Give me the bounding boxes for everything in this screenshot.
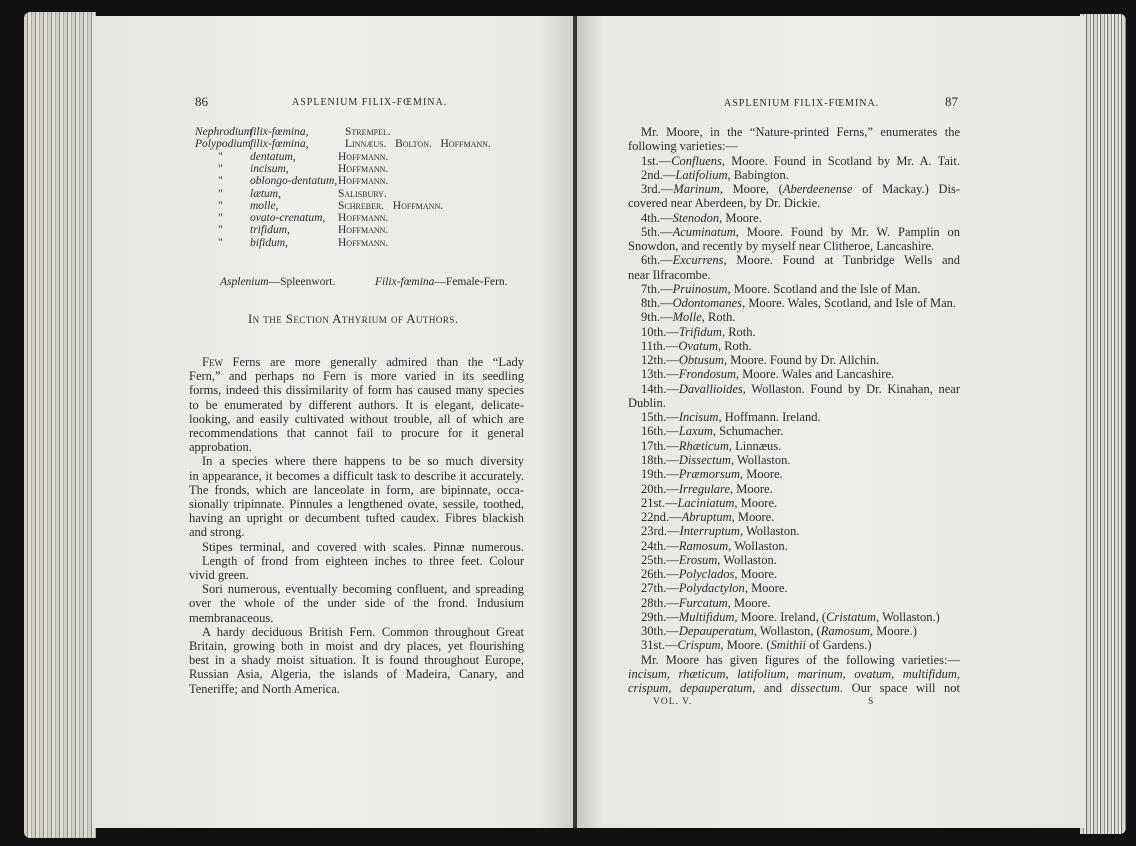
- italic-term: Ramosum: [820, 624, 870, 639]
- italic-term: dissectum: [790, 681, 840, 696]
- text-line: [189, 426, 524, 440]
- synonym-species: filix-fœmina,: [250, 138, 309, 151]
- right-page-edges: [1080, 14, 1126, 834]
- synonym-genus: Polypodium: [195, 138, 251, 151]
- synonym-authors: Hoffmann.: [338, 224, 389, 237]
- text-run: , Moore. Ireland, (: [734, 609, 827, 624]
- text-run: 15th.—: [641, 410, 679, 425]
- running-head-left: ASPLENIUM FILIX-FŒMINA.: [292, 97, 448, 108]
- text-run: , Moore.: [734, 495, 778, 510]
- text-line: [189, 611, 273, 625]
- italic-term: Polyclados: [678, 567, 735, 582]
- page-number-left: 86: [195, 94, 208, 109]
- italic-term: Interruptum: [679, 524, 740, 539]
- text-line: [189, 440, 252, 454]
- text-run: 4th.—: [641, 210, 673, 225]
- italic-term: Molle: [672, 310, 702, 325]
- text-run: 22nd.—: [641, 510, 682, 525]
- text-line: [641, 410, 821, 424]
- ditto-mark: ": [218, 236, 223, 249]
- text-line: [641, 211, 762, 225]
- text-run: , Moore. Found by Mr. W. Pamplin on: [735, 224, 960, 239]
- italic-term: Obtusum: [678, 353, 725, 368]
- text-line: [189, 639, 524, 653]
- text-run: ,: [956, 666, 960, 681]
- text-line: [641, 182, 960, 196]
- text-run: . Our space will not: [839, 681, 960, 696]
- text-line: [641, 296, 956, 310]
- text-run: sionally tripinnate. Pinnules a lengthened ovate, sessile, toothed,: [189, 497, 524, 511]
- italic-term: Acuminatum: [672, 224, 736, 239]
- latin-name: Filix-fœmina: [375, 276, 435, 288]
- ditto-mark: ": [218, 187, 223, 200]
- text-run: , Wollaston.: [717, 552, 777, 567]
- text-run: ,: [725, 666, 738, 681]
- italic-term: depauperatum: [680, 681, 753, 696]
- synonym-authors: Schreber. Hoffmann.: [338, 199, 444, 212]
- text-run: In a species where there happens to be so much diversity: [202, 454, 524, 469]
- italic-term: latifolium: [737, 666, 786, 681]
- text-line: [641, 439, 781, 453]
- text-line: [189, 412, 524, 426]
- italic-term: Ramosum: [678, 538, 729, 553]
- text-run: 20th.—: [641, 481, 679, 496]
- book-spine: [573, 16, 577, 828]
- ditto-mark: ": [218, 150, 223, 163]
- text-run: 10th.—: [641, 324, 679, 339]
- text-run: 21st.—: [641, 495, 678, 510]
- italic-term: Odontomanes: [672, 296, 743, 311]
- text-run: , Wollaston, (: [753, 624, 821, 639]
- text-run: , Wollaston. Found by Dr. Kinahan, near: [742, 381, 960, 396]
- text-line: [641, 553, 777, 567]
- text-run: , Schumacher.: [712, 424, 784, 439]
- text-run: 8th.—: [641, 296, 673, 311]
- synonym-authors: Hoffmann.: [338, 236, 389, 249]
- italic-term: Incisum: [678, 410, 719, 425]
- synonym-authors: Salisbury.: [338, 187, 387, 200]
- text-line: [641, 168, 789, 182]
- page-number-right: 87: [945, 94, 958, 109]
- text-run: , Roth.: [717, 338, 752, 353]
- text-run: , Moore. Wales and Lancashire.: [736, 367, 895, 382]
- text-run: Few: [202, 355, 223, 369]
- italic-term: Confluens: [671, 153, 722, 168]
- text-line: [641, 467, 783, 481]
- text-run: , Moore. Found at Tunbridge Wells and: [723, 253, 960, 268]
- italic-term: Cristatum: [826, 609, 877, 624]
- synonym-authors: Hoffmann.: [338, 175, 389, 188]
- italic-term: Trifidum: [678, 324, 722, 339]
- text-line: [202, 540, 524, 554]
- text-run: and strong.: [189, 525, 245, 540]
- text-line: [641, 353, 879, 367]
- text-run: following varieties:—: [628, 139, 739, 154]
- text-line: [641, 424, 783, 438]
- text-line: [189, 383, 524, 397]
- synonym-authors: Hoffmann.: [338, 162, 389, 175]
- latin-name: Asplenium: [220, 276, 269, 288]
- italic-term: Pruinosum: [672, 281, 728, 296]
- text-run: The fronds, which are lanceolate in form, are bipinnate, occa-: [189, 482, 524, 497]
- italic-term: Aberdeenense: [782, 182, 853, 197]
- text-line: [189, 398, 524, 412]
- italic-term: Præmorsum: [678, 467, 740, 482]
- text-run: forms, indeed this dissimilarity of form has caused many species: [189, 383, 524, 398]
- text-line: [189, 369, 524, 383]
- text-run: 27th.—: [641, 581, 679, 596]
- text-line: [641, 482, 773, 496]
- text-run: recommendations that cannot fail to procure for it general: [189, 426, 524, 440]
- section-heading: In the Section Athyrium of Authors.: [248, 312, 459, 326]
- text-line: [641, 510, 774, 524]
- italic-term: Erosum: [678, 552, 718, 567]
- text-run: , Babington.: [727, 167, 789, 182]
- ditto-mark: ": [218, 224, 223, 237]
- text-run: 24th.—: [641, 538, 679, 553]
- italic-term: Irregulare: [678, 481, 731, 496]
- text-run: 5th.—: [641, 224, 673, 239]
- text-run: 9th.—: [641, 310, 673, 325]
- italic-term: multifidum: [902, 666, 957, 681]
- text-run: , Moore. Scotland and the Isle of Man.: [727, 281, 921, 296]
- text-line: [641, 253, 960, 267]
- english-name: —Female-Fern.: [434, 276, 508, 288]
- text-line: [641, 581, 788, 595]
- text-line: [628, 139, 738, 153]
- text-line: [641, 638, 872, 652]
- text-run: , Moore. Found by Dr. Allchin.: [724, 353, 880, 368]
- synonym-authors: Linnæus. Bolton. Hoffmann.: [345, 138, 491, 151]
- text-line: [641, 496, 777, 510]
- text-line: [641, 524, 800, 538]
- synonym-species: lætum,: [250, 187, 281, 200]
- italic-term: incisum: [628, 666, 667, 681]
- text-run: , Roth.: [721, 324, 756, 339]
- text-run: 17th.—: [641, 438, 679, 453]
- italic-term: Crispum: [677, 638, 721, 653]
- text-line: [202, 582, 524, 596]
- italic-term: Abruptum: [681, 510, 732, 525]
- text-run: , Moore.: [744, 581, 788, 596]
- text-run: Fern,” and perhaps no Fern is more varied in its seedling: [189, 369, 524, 384]
- italic-term: rhæticum: [678, 666, 726, 681]
- text-line: [641, 339, 752, 353]
- text-line: [641, 596, 770, 610]
- running-head-right: ASPLENIUM FILIX-FŒMINA.: [724, 98, 880, 109]
- text-line: [641, 382, 960, 396]
- text-run: having an upright or decumbent tufted caudex. Fibres blackish: [189, 511, 524, 526]
- text-line: [189, 682, 340, 696]
- text-line: [189, 525, 245, 539]
- synonym-species: filix-fœmina,: [250, 126, 309, 138]
- text-run: approbation.: [189, 440, 252, 455]
- text-run: , Moore.: [734, 567, 778, 582]
- synonym-authors: Hoffmann.: [338, 212, 389, 225]
- text-run: Teneriffe; and North America.: [189, 681, 340, 696]
- synonym-genus: Nephrodium: [195, 126, 253, 138]
- text-run: , Linnæus.: [728, 438, 782, 453]
- text-line: [641, 567, 777, 581]
- text-line: [641, 125, 960, 139]
- text-run: , Hoffmann. Ireland.: [718, 410, 821, 425]
- text-run: , Moore. Wales, Scotland, and Isle of Man.: [742, 296, 957, 311]
- text-run: 2nd.—: [641, 167, 676, 182]
- text-run: membranaceous.: [189, 610, 274, 625]
- italic-term: Laciniatum: [677, 495, 735, 510]
- common-name-asplenium: [220, 276, 335, 288]
- text-run: looking, and easily cultivated without trouble, all of which are: [189, 411, 524, 426]
- text-run: , Moore.: [731, 510, 775, 525]
- italic-term: Latifolium: [675, 167, 728, 182]
- text-run: ,: [785, 666, 798, 681]
- synonym-species: ovato-crenatum,: [250, 212, 326, 225]
- italic-term: Rhæticum: [678, 438, 729, 453]
- synonym-species: bifidum,: [250, 236, 289, 249]
- italic-term: Laxum: [678, 424, 713, 439]
- text-run: 19th.—: [641, 467, 679, 482]
- text-run: , and: [752, 681, 791, 696]
- text-line: [628, 268, 711, 282]
- italic-term: ovatum: [854, 666, 892, 681]
- text-line: [189, 568, 249, 582]
- text-run: , Moore.: [739, 467, 783, 482]
- text-line: [202, 355, 524, 369]
- text-line: [641, 539, 788, 553]
- text-line: [641, 310, 735, 324]
- text-run: Sori numerous, eventually becoming confluent, and spreading: [202, 582, 524, 597]
- text-line: [641, 653, 960, 667]
- text-line: [628, 681, 960, 695]
- volume-footer: VOL. V.: [653, 697, 693, 707]
- signature-mark: S: [868, 697, 875, 707]
- text-run: ,: [891, 666, 903, 681]
- text-run: Snowdon, and recently by myself near Clitheroe, Lancashire.: [628, 239, 935, 254]
- text-run: , Moore.: [719, 210, 762, 225]
- synonym-authors: Hoffmann.: [338, 150, 389, 163]
- text-run: 11th.—: [641, 338, 679, 353]
- text-run: Stipes terminal, and covered with scales. Pinnæ numerous.: [202, 539, 524, 554]
- text-run: 12th.—: [641, 353, 679, 368]
- text-run: Length of frond from eighteen inches to three feet. Colour: [202, 553, 524, 568]
- common-name-filix-foemina: [375, 276, 508, 288]
- text-line: [628, 396, 666, 410]
- text-run: 7th.—: [641, 281, 673, 296]
- text-run: 3rd.—: [641, 182, 674, 197]
- text-run: of Gardens.): [805, 638, 872, 653]
- ditto-mark: ": [218, 162, 223, 175]
- left-page-edges: [24, 12, 96, 838]
- text-line: [189, 469, 524, 483]
- text-line: [189, 483, 524, 497]
- text-run: , Wollaston.: [730, 452, 791, 467]
- text-run: , Wollaston.): [876, 609, 940, 624]
- italic-term: Frondosum: [678, 367, 737, 382]
- text-line: [189, 653, 524, 667]
- italic-term: Smithii: [770, 638, 806, 653]
- text-run: A hardy deciduous British Fern. Common throughout Great: [202, 624, 524, 639]
- text-run: ,: [842, 666, 855, 681]
- text-line: [628, 667, 960, 681]
- text-line: [202, 554, 524, 568]
- text-run: 25th.—: [641, 552, 679, 567]
- text-run: 13th.—: [641, 367, 679, 382]
- text-run: over the whole of the under side of the frond. Indusium: [189, 596, 524, 611]
- text-run: 16th.—: [641, 424, 679, 439]
- text-run: 31st.—: [641, 638, 678, 653]
- italic-term: Depauperatum: [678, 624, 754, 639]
- text-run: Britain, growing both in moist and dry places, yet flourishing: [189, 639, 524, 653]
- text-run: ,: [666, 666, 679, 681]
- text-line: [641, 610, 940, 624]
- text-line: [202, 454, 524, 468]
- text-line: [641, 325, 756, 339]
- english-name: —Spleenwort.: [268, 276, 336, 288]
- synonym-species: dentatum,: [250, 150, 296, 163]
- text-run: Russian Asia, Algeria, the islands of Madeira, Canary, and: [189, 667, 524, 682]
- text-run: , Wollaston.: [739, 524, 800, 539]
- text-run: 26th.—: [641, 567, 679, 582]
- italic-term: marinum: [797, 666, 843, 681]
- text-run: 1st.—: [641, 153, 672, 168]
- text-run: 18th.—: [641, 452, 679, 467]
- text-run: ,: [668, 681, 680, 696]
- text-run: 23rd.—: [641, 524, 680, 539]
- italic-term: Davallioides: [678, 381, 743, 396]
- italic-term: Marinum: [673, 182, 720, 197]
- synonym-authors: Strempel.: [345, 126, 391, 138]
- text-run: covered near Aberdeen, by Dr. Dickie.: [628, 196, 821, 211]
- text-run: Mr. Moore, in the “Nature-printed Ferns,” enumerates the: [641, 125, 960, 139]
- ditto-mark: ": [218, 175, 223, 188]
- text-run: , Moore, (: [719, 182, 783, 197]
- synonym-species: molle,: [250, 199, 279, 212]
- italic-term: Stenodon: [672, 210, 720, 225]
- italic-term: Multifidum: [678, 609, 735, 624]
- text-run: , Wollaston.: [728, 538, 788, 553]
- italic-term: Excurrens: [672, 253, 724, 268]
- text-run: to be enumerated by different authors. It is elegant, delicate-: [189, 397, 524, 412]
- text-line: [202, 625, 524, 639]
- text-run: 14th.—: [641, 381, 679, 396]
- italic-term: crispum: [628, 681, 669, 696]
- synonym-species: incisum,: [250, 162, 289, 175]
- text-line: [189, 511, 524, 525]
- text-run: near Ilfracombe.: [628, 267, 711, 282]
- text-line: [189, 667, 524, 681]
- text-run: , Moore. Found in Scotland by Mr. A. Tait.: [721, 153, 960, 168]
- text-line: [641, 624, 917, 638]
- text-line: [628, 196, 820, 210]
- italic-term: Dissectum: [678, 452, 731, 467]
- italic-term: Ovatum: [678, 338, 718, 353]
- text-line: [189, 596, 524, 610]
- text-line: [641, 367, 894, 381]
- text-run: , Moore.): [870, 624, 917, 639]
- synonym-species: trifidum,: [250, 224, 290, 237]
- text-run: 6th.—: [641, 253, 673, 268]
- synonym-species: oblongo-dentatum,: [250, 175, 338, 188]
- text-run: 29th.—: [641, 609, 679, 624]
- text-run: , Moore.: [727, 595, 771, 610]
- ditto-mark: ": [218, 199, 223, 212]
- text-run: Mr. Moore has given figures of the following varieties:—: [641, 652, 960, 667]
- text-line: [189, 497, 524, 511]
- italic-term: Polydactylon: [678, 581, 745, 596]
- text-line: [641, 453, 790, 467]
- text-run: of Mackay.) Dis-: [852, 182, 960, 197]
- text-run: 30th.—: [641, 624, 679, 639]
- text-line: [641, 154, 960, 168]
- text-line: [641, 282, 921, 296]
- text-line: [641, 225, 960, 239]
- text-run: vivid green.: [189, 568, 249, 582]
- ditto-mark: ": [218, 212, 223, 225]
- text-run: , Moore.: [730, 481, 773, 496]
- text-run: , Roth.: [701, 310, 736, 325]
- text-line: [628, 239, 934, 253]
- text-run: Ferns are more generally admired than the “Lady: [222, 355, 524, 369]
- text-run: 28th.—: [641, 595, 679, 610]
- text-run: Dublin.: [628, 395, 666, 410]
- text-run: , Moore. (: [720, 638, 771, 653]
- text-run: in appearance, it becomes a difficult task to describe it accurately.: [189, 468, 524, 483]
- italic-term: Furcatum: [678, 595, 728, 610]
- text-run: best in a shady moist situation. It is found throughout Europe,: [189, 653, 524, 668]
